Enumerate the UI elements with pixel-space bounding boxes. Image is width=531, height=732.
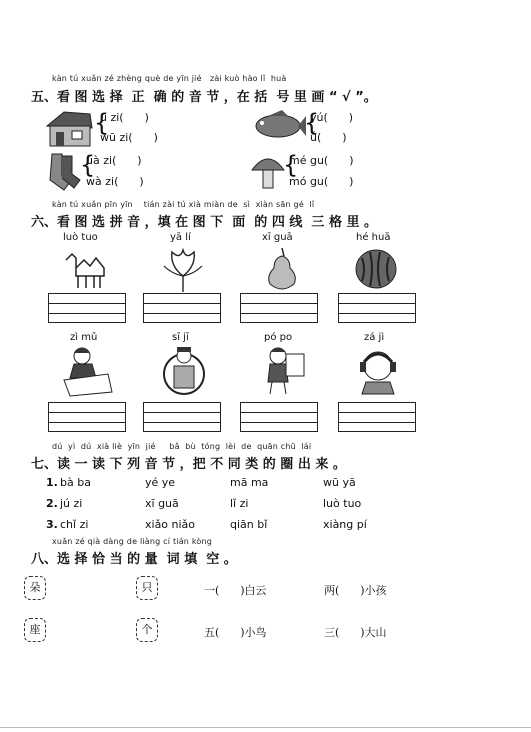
pinyin-label: sī jī xyxy=(172,332,189,343)
pinyin-label: hé huā xyxy=(356,232,391,243)
pinyin-label: zì mǔ xyxy=(70,332,98,343)
brace: { xyxy=(283,151,299,179)
measure-word-option[interactable]: 朵 xyxy=(24,576,46,600)
syllable[interactable]: jú zi xyxy=(60,497,83,510)
pinyin-label: xī guā xyxy=(262,232,293,243)
syllable[interactable]: qiān bǐ xyxy=(230,518,268,531)
driver-icon xyxy=(160,344,208,396)
s5-opt: ǘ( ) xyxy=(310,131,347,144)
row-number: 2. xyxy=(46,497,58,510)
mushroom-icon xyxy=(250,152,286,192)
brace: { xyxy=(304,109,320,137)
syllable[interactable]: mā ma xyxy=(230,476,269,489)
painting-boy-icon xyxy=(260,344,308,396)
s8-heading: 八、选 择 恰 当 的 量 词 填 空 。 xyxy=(31,552,237,567)
socks-icon xyxy=(42,152,82,192)
s5-opt: wū zi( ) xyxy=(100,131,158,144)
pinyin-label: pó po xyxy=(264,332,293,343)
fill-blank[interactable]: 三( )大山 xyxy=(324,626,387,639)
fish-icon xyxy=(248,108,306,144)
lotus-icon xyxy=(158,246,208,292)
four-line-grid[interactable] xyxy=(143,402,221,432)
fill-blank[interactable]: 一( )白云 xyxy=(204,584,267,597)
row-number: 1. xyxy=(46,476,58,489)
syllable[interactable]: bà ba xyxy=(60,476,91,489)
four-line-grid[interactable] xyxy=(240,402,318,432)
s5-opt: uà zi( ) xyxy=(86,154,142,167)
brace: { xyxy=(80,151,96,179)
s8-pinyin: xuǎn zé qià dàng de liàng cí tián kòng xyxy=(52,537,213,546)
pinyin-label: luò tuo xyxy=(63,232,98,243)
s5-opt: wà zi( ) xyxy=(86,175,144,188)
s7-heading: 七、读 一 读 下 列 音 节 ，把 不 同 类 的 圈 出 来 。 xyxy=(31,457,346,472)
four-line-grid[interactable] xyxy=(48,293,126,323)
camel-icon xyxy=(62,246,112,290)
fill-blank[interactable]: 五( )小鸟 xyxy=(204,626,267,639)
watermelon-icon xyxy=(354,248,398,290)
s5-pinyin: kàn tú xuǎn zé zhèng què de yīn jié zài kuò hào lǐ huà xyxy=(52,74,287,83)
s6-heading: 六、看 图 选 拼 音 ，填 在 图 下 面 的 四 线 三 格 里 。 xyxy=(31,215,377,230)
syllable[interactable]: xiǎo niǎo xyxy=(145,518,196,531)
headphone-boy-icon xyxy=(354,344,402,396)
brace: { xyxy=(94,109,110,137)
s7-pinyin: dú yì dú xià liè yīn jié bǎ bù tóng lèi de quān chū lái xyxy=(52,442,312,451)
syllable[interactable]: wū yā xyxy=(323,476,356,489)
pear-icon xyxy=(262,246,302,292)
syllable[interactable]: xiàng pí xyxy=(323,518,367,531)
s5-opt: yú( ) xyxy=(310,111,354,124)
page-bottom-divider xyxy=(0,727,531,728)
s5-opt: mó gu( ) xyxy=(289,175,354,188)
s5-opt: ū zi( ) xyxy=(100,111,149,124)
four-line-grid[interactable] xyxy=(338,293,416,323)
four-line-grid[interactable] xyxy=(338,402,416,432)
s6-pinyin: kàn tú xuǎn pīn yīn tián zài tú xià miàn de sì xiàn sān gé lǐ xyxy=(52,200,315,209)
writing-boy-icon xyxy=(60,344,114,398)
syllable[interactable]: luò tuo xyxy=(323,497,362,510)
four-line-grid[interactable] xyxy=(143,293,221,323)
measure-word-option[interactable]: 只 xyxy=(136,576,158,600)
pinyin-label: yā lí xyxy=(170,232,191,243)
s5-heading: 五、看 图 选 择 正 确 的 音 节 ，在 括 号 里 画 “ √ ”。 xyxy=(31,90,377,105)
syllable[interactable]: lǐ zi xyxy=(230,497,249,510)
syllable[interactable]: yé ye xyxy=(145,476,176,489)
house-icon xyxy=(44,108,94,148)
measure-word-option[interactable]: 个 xyxy=(136,618,158,642)
four-line-grid[interactable] xyxy=(240,293,318,323)
pinyin-label: zá jì xyxy=(364,332,385,343)
fill-blank[interactable]: 两( )小孩 xyxy=(324,584,387,597)
syllable[interactable]: xī guā xyxy=(145,497,179,510)
row-number: 3. xyxy=(46,518,58,531)
measure-word-option[interactable]: 座 xyxy=(24,618,46,642)
four-line-grid[interactable] xyxy=(48,402,126,432)
syllable[interactable]: chǐ zi xyxy=(60,518,89,531)
s5-opt: mé gu( ) xyxy=(289,154,354,167)
